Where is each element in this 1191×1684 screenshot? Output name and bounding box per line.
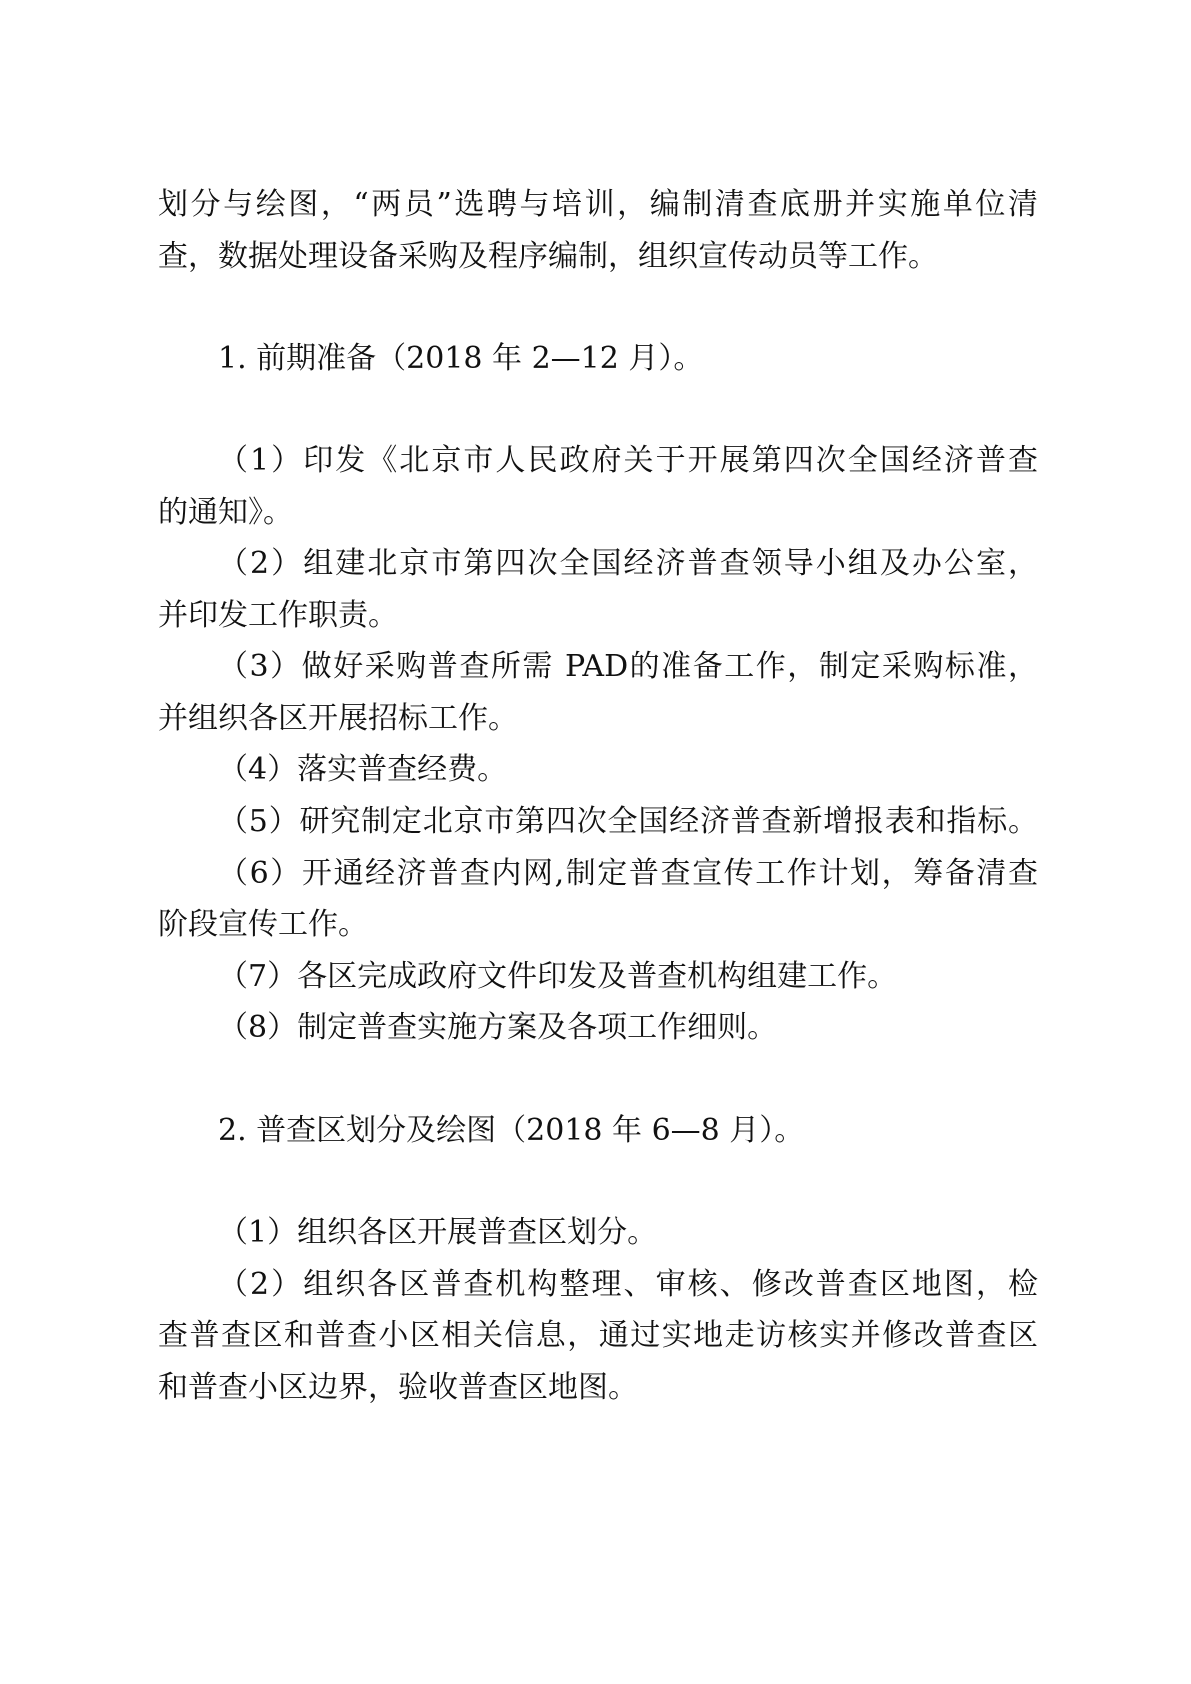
section-2-item-2-line-3: 和普查小区边界，验收普查区地图。 (158, 1370, 638, 1405)
intro-line-2: 查，数据处理设备采购及程序编制，组织宣传动员等工作。 (158, 239, 938, 274)
section-2-item-2-line-1: （2）组织各区普查机构整理、审核、修改普查区地图，检 (218, 1267, 1038, 1302)
section-1-item-6-line-2: 阶段宣传工作。 (158, 907, 368, 942)
section-1-item-1-line-2: 的通知》。 (158, 495, 293, 530)
intro-line-1: 划分与绘图，“两员”选聘与培训，编制清查底册并实施单位清 (158, 187, 1038, 222)
section-1-item-3-line-1: （3）做好采购普查所需 PAD的准备工作，制定采购标准， (218, 649, 1038, 684)
section-1-heading: 1. 前期准备（2018 年 2—12 月）。 (218, 341, 704, 376)
section-1-item-7: （7）各区完成政府文件印发及普查机构组建工作。 (218, 959, 898, 994)
section-1-item-4: （4）落实普查经费。 (218, 752, 508, 787)
section-1-item-8: （8）制定普查实施方案及各项工作细则。 (218, 1010, 778, 1045)
section-2-item-1: （1）组织各区开展普查区划分。 (218, 1215, 658, 1250)
section-1-item-3-line-2: 并组织各区开展招标工作。 (158, 701, 518, 736)
section-2-item-2-line-2: 查普查区和普查小区相关信息，通过实地走访核实并修改普查区 (158, 1318, 1038, 1353)
section-1-item-6-line-1: （6）开通经济普查内网,制定普查宣传工作计划，筹备清查 (218, 856, 1038, 891)
section-1-item-5: （5）研究制定北京市第四次全国经济普查新增报表和指标。 (218, 804, 1038, 839)
section-1-item-2-line-2: 并印发工作职责。 (158, 598, 398, 633)
section-2-heading: 2. 普查区划分及绘图（2018 年 6—8 月）。 (218, 1113, 805, 1148)
section-1-item-1-line-1: （1）印发《北京市人民政府关于开展第四次全国经济普查 (218, 443, 1038, 478)
section-1-item-2-line-1: （2）组建北京市第四次全国经济普查领导小组及办公室， (218, 546, 1038, 581)
